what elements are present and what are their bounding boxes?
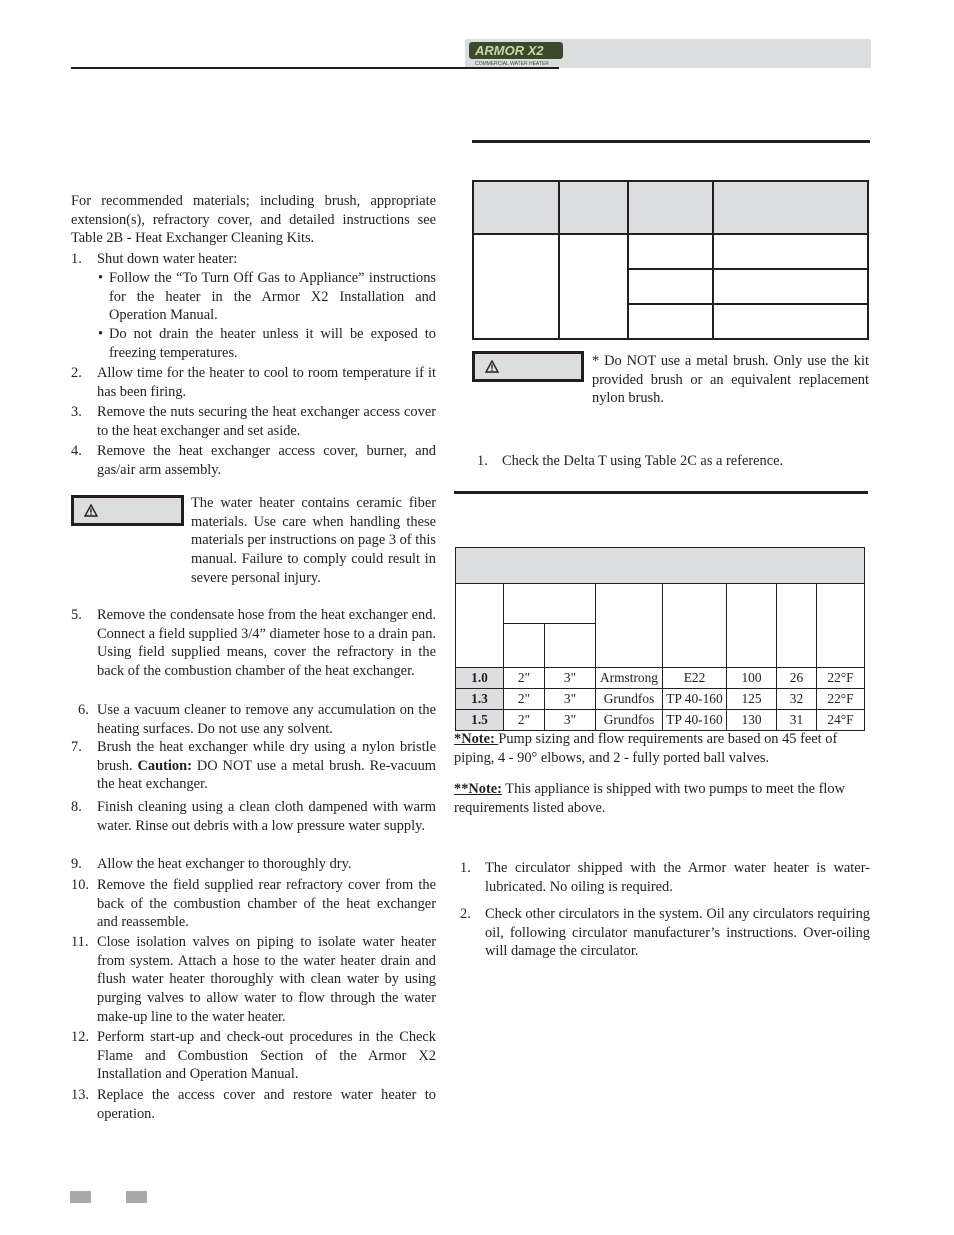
warning-box xyxy=(71,495,184,526)
table-cell: 130 xyxy=(727,710,777,731)
table-cell: 3" xyxy=(545,668,596,689)
table-cell: TP 40-160 xyxy=(663,689,727,710)
bullet-text: Do not drain the heater unless it will be exposed to freezing temperatures. xyxy=(109,326,436,361)
table-header-cell xyxy=(504,624,545,668)
table-cell: 3" xyxy=(545,689,596,710)
section-rule xyxy=(454,491,868,494)
table-cell: 1.5 xyxy=(456,710,504,731)
bullet-dot-icon: • xyxy=(98,270,104,286)
step-number: 1. xyxy=(460,860,471,876)
step-number: 12. xyxy=(71,1029,89,1045)
table-cell xyxy=(473,234,559,339)
bullet-item xyxy=(97,269,436,325)
step-number: 4. xyxy=(71,443,82,459)
table-header-cell xyxy=(817,584,865,668)
table-cell: 1.3 xyxy=(456,689,504,710)
table-cell xyxy=(628,304,713,339)
step-number: 1. xyxy=(71,251,82,267)
table-cell xyxy=(713,304,868,339)
step-text: Allow the heat exchanger to thoroughly dry. xyxy=(97,856,352,872)
step-number: 2. xyxy=(71,365,82,381)
note-text: This appliance is shipped with two pumps to meet the flow requirements listed above. xyxy=(454,781,846,816)
table-row xyxy=(456,710,865,731)
armor-x2-logo xyxy=(467,40,567,67)
table-cell: 2" xyxy=(504,710,545,731)
step-text xyxy=(97,738,436,794)
note-label: *Note: xyxy=(454,731,499,747)
table-cell: TP 40-160 xyxy=(663,710,727,731)
table-header-row xyxy=(456,584,865,624)
step-text: Replace the access cover and restore water heater to operation. xyxy=(97,1087,436,1122)
step-number: 9. xyxy=(71,856,82,872)
table-cell xyxy=(713,234,868,269)
table-header-cell xyxy=(713,181,868,234)
pump-sizing-note xyxy=(454,730,869,767)
table-cell: 26 xyxy=(777,668,817,689)
table-cell: 31 xyxy=(777,710,817,731)
step-text: Perform start-up and check-out procedures in the Check Flame and Combustion Section of the Armor X2 Installation and Operation Manual. xyxy=(97,1029,436,1083)
step-text: Use a vacuum cleaner to remove any accumulation on the heating surfaces. Do not use any solvent. xyxy=(97,702,436,737)
table-row xyxy=(473,234,868,269)
table-cell: 100 xyxy=(727,668,777,689)
table-cell: 22°F xyxy=(817,668,865,689)
table-cell: 24°F xyxy=(817,710,865,731)
table-cell: 125 xyxy=(727,689,777,710)
warning-triangle-icon xyxy=(485,360,499,373)
step-text: Remove the nuts securing the heat exchanger access cover to the heat exchanger and set aside. xyxy=(97,404,436,439)
step-text: Remove the condensate hose from the heat exchanger end. Connect a field supplied 3/4” diameter hose to a drain pan. Using field supplied means, cover the refractory in the back of the combustion chamber of the heat exchanger. xyxy=(97,607,436,680)
bullet-item xyxy=(97,325,436,362)
table-header-cell xyxy=(727,584,777,668)
table-header-cell xyxy=(777,584,817,668)
note-label: **Note: xyxy=(454,781,502,797)
table-cell: Grundfos xyxy=(596,689,663,710)
step-text: Check the Delta T using Table 2C as a reference. xyxy=(502,453,784,469)
footer-marker xyxy=(70,1191,91,1203)
step-text: Close isolation valves on piping to isolate water heater from system. Attach a hose to the water heater drain and flush water heater thoroughly with clean water by using purging valves to allow water to flow through the water make-up line to the water heater. xyxy=(97,934,436,1025)
section-rule xyxy=(472,140,870,143)
bullet-dot-icon: • xyxy=(98,326,104,342)
step-text: Allow time for the heater to cool to room temperature if it has been firing. xyxy=(97,365,436,400)
table-header-cell xyxy=(596,584,663,668)
table-cell: 2" xyxy=(504,668,545,689)
table-cell: 3" xyxy=(545,710,596,731)
step-number: 11. xyxy=(71,934,89,950)
table-cell: Grundfos xyxy=(596,710,663,731)
cleaning-kit-table xyxy=(472,180,869,340)
table-cell xyxy=(713,269,868,304)
table-cell xyxy=(628,269,713,304)
table-cell xyxy=(559,234,628,339)
ceramic-fiber-warning: The water heater contains ceramic fiber materials. Use care when handling these materials per instructions on page 3 of this manual. Failure to comply could result in severe personal injury. xyxy=(191,495,436,586)
table-cell: 32 xyxy=(777,689,817,710)
table-header-cell xyxy=(663,584,727,668)
table-header-cell xyxy=(559,181,628,234)
table-row xyxy=(456,689,865,710)
table-cell: 2" xyxy=(504,689,545,710)
step-text: Remove the field supplied rear refractory cover from the back of the combustion chamber of the heat exchanger and reassemble. xyxy=(97,877,436,931)
step-number: 8. xyxy=(71,799,82,815)
step-number: 10. xyxy=(71,877,89,893)
step-text: Shut down water heater: xyxy=(97,251,238,267)
flow-requirements-table xyxy=(455,547,865,731)
table-cell: 22°F xyxy=(817,689,865,710)
header-rule xyxy=(71,67,559,69)
bullet-text: Follow the “To Turn Off Gas to Appliance” instructions for the heater in the Armor X2 Installation and Operation Manual. xyxy=(109,270,436,324)
step-number: 5. xyxy=(71,607,82,623)
step-number: 6. xyxy=(78,702,89,718)
step-text: Finish cleaning using a clean cloth dampened with warm water. Rinse out debris with a low pressure water supply. xyxy=(97,799,436,834)
table-title-row xyxy=(456,548,865,584)
table-header-cell xyxy=(504,584,596,624)
step-number: 13. xyxy=(71,1087,89,1103)
footer-marker xyxy=(126,1191,147,1203)
table-cell: Armstrong xyxy=(596,668,663,689)
table-cell: E22 xyxy=(663,668,727,689)
cleaning-intro: For recommended materials; including brush, appropriate extension(s), refractory cover, and detailed instructions see Table 2B - Heat Exchanger Cleaning Kits. xyxy=(71,193,436,247)
step-number: 1. xyxy=(477,453,488,469)
note-text: Pump sizing and flow requirements are based on 45 feet of piping, 4 - 90° elbows, and 2 - fully ported ball valves. xyxy=(454,731,838,766)
table-header-cell xyxy=(456,584,504,668)
step-number: 3. xyxy=(71,404,82,420)
table-header-row xyxy=(473,181,868,234)
table-cell xyxy=(628,234,713,269)
caution-label: Caution: xyxy=(137,757,192,774)
table-header-cell xyxy=(545,624,596,668)
table-header-cell xyxy=(473,181,559,234)
warning-triangle-icon xyxy=(84,504,98,517)
table-cell: 1.0 xyxy=(456,668,504,689)
metal-brush-warning: * Do NOT use a metal brush. Only use the kit provided brush or an equivalent replacement nylon brush. xyxy=(592,353,869,407)
step-number: 2. xyxy=(460,906,471,922)
table-header-cell xyxy=(628,181,713,234)
warning-box xyxy=(472,351,584,382)
two-pumps-note xyxy=(454,780,869,817)
table-title-cell xyxy=(456,548,865,584)
step-number: 7. xyxy=(71,739,82,755)
table-row xyxy=(456,668,865,689)
logo-tagline: COMMERCIAL WATER HEATER xyxy=(475,61,549,67)
step-text-part: Brush the heat exchanger while dry using a nylon bristle brush. xyxy=(97,739,436,774)
step-text: The circulator shipped with the Armor water heater is water-lubricated. No oiling is required. xyxy=(485,860,870,895)
step-text-part: DO NOT use a metal brush. Re-vacuum the heat exchanger. xyxy=(97,757,436,793)
step-text: Remove the heat exchanger access cover, burner, and gas/air arm assembly. xyxy=(97,443,436,478)
logo-wordmark: ARMOR X2 xyxy=(475,43,544,58)
step-text: Check other circulators in the system. Oil any circulators requiring oil, following circulator manufacturer’s instructions. Over-oiling will damage the circulator. xyxy=(485,906,870,960)
